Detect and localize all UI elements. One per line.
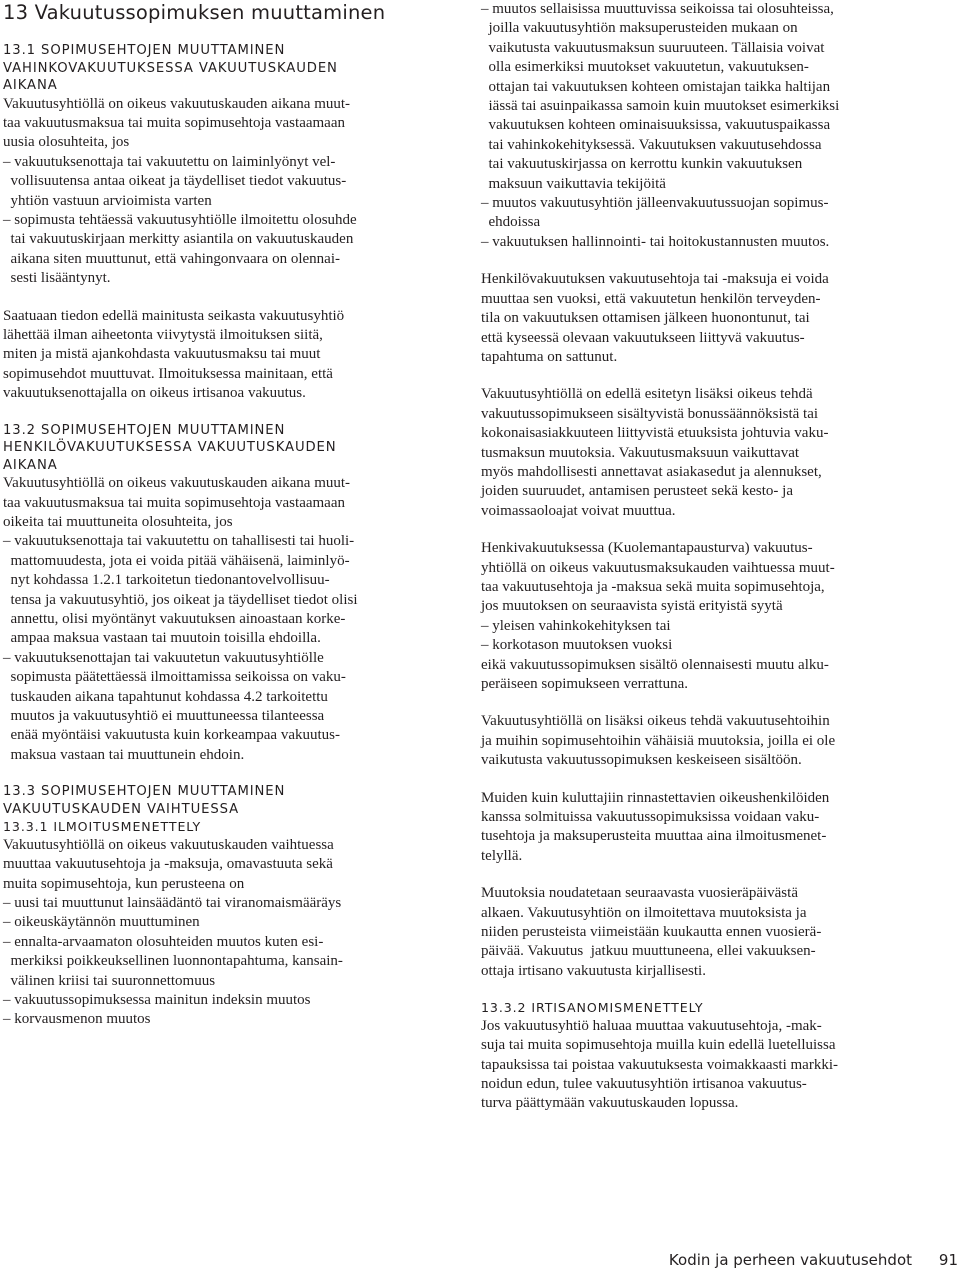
- text-line: Vakuutusyhtiöllä on edellä esitetyn lisäksi oikeus tehdä: [481, 386, 813, 403]
- heading-line: AIKANA: [3, 78, 58, 93]
- text-line: taa vakuutusehtoja ja -maksua sekä muita sopimusehtoja,: [481, 578, 825, 595]
- list-line: mattomuudesta, jota ei voida pitää vähäisenä, laiminlyö-: [3, 552, 350, 569]
- text-line: tusehtoja ja maksuperusteita muuttaa aina ilmoitusmenet-: [481, 828, 827, 845]
- text-line: lähettää ilman aiheetonta viivytystä ilmoituksen siitä,: [3, 326, 323, 343]
- paragraph: [481, 539, 921, 694]
- list-line: – muutos vakuutusyhtiön jälleenvakuutussuojan sopimus-: [481, 195, 829, 212]
- list-line: maksuun vaikuttavia tekijöitä: [481, 175, 666, 192]
- paragraph: [481, 712, 921, 770]
- text-line: muuttaa vakuutusehtoja ja -maksuja, omavastuuta sekä: [3, 856, 333, 873]
- heading-line: VAHINKOVAKUUTUKSESSA VAKUUTUSKAUDEN: [3, 60, 338, 76]
- text-line: Vakuutusyhtiöllä on oikeus vakuutuskauden aikana muut-: [3, 475, 351, 492]
- text-line: miten ja mistä ajankohdasta vakuutusmaksu tai muut: [3, 346, 321, 363]
- list-line: vaikutusta vakuutusmaksun suuruuteen. Tällaisia voivat: [481, 39, 825, 56]
- list-line: yhtiön vastuun arvioimista varten: [3, 192, 212, 209]
- text-line: uusia olosuhteita, jos: [3, 134, 130, 151]
- section-13-1: [3, 42, 443, 404]
- list-line: nyt kohdassa 1.2.1 tarkoitetun tiedonantovelvollisuu-: [3, 572, 330, 589]
- text-line: että kyseessä olevaan vakuutukseen liittyvä vakuutus-: [481, 329, 805, 346]
- text-line: Vakuutusyhtiöllä on oikeus vakuutuskauden aikana muut-: [3, 95, 351, 112]
- subheading-13-3-2: 13.3.2 IRTISANOMISMENETTELY: [481, 1000, 704, 1016]
- text-line: tapahtuma on sattunut.: [481, 348, 618, 365]
- list-line: – yleisen vahinkokehityksen tai: [481, 617, 671, 634]
- chapter-title: 13 Vakuutussopimuksen muuttaminen: [3, 1, 386, 24]
- text-line: vakuutuksenottajalla on oikeus irtisanoa vakuutus.: [3, 385, 306, 402]
- text-line: alkaen. Vakuutusyhtiön on ilmoitettava muutoksista ja: [481, 904, 807, 921]
- text-line: kokonaisasiakkuuteen liittyvistä etuuksista johtuvia vaku-: [481, 425, 829, 442]
- heading-line: 13.2 SOPIMUSEHTOJEN MUUTTAMINEN: [3, 422, 286, 438]
- list-line: tensa ja vakuutusyhtiö, jos oikeat ja täydelliset tiedot olisi: [3, 591, 358, 608]
- list-line: sopimusta päätettäessä ilmoittamissa seikoissa on vaku-: [3, 669, 346, 686]
- list-line: olla esimerkiksi muutokset vakuutetun, vakuutuksen-: [481, 59, 809, 76]
- list-line: tai vakuutuskirjaan merkitty asiantila on vakuutuskauden: [3, 231, 354, 248]
- left-column: [3, 0, 443, 1030]
- text-line: Jos vakuutusyhtiö haluaa muuttaa vakuutusehtoja, -mak-: [481, 1017, 822, 1034]
- list-line: ehdoissa: [481, 214, 541, 231]
- list-line: – uusi tai muuttunut lainsäädäntö tai viranomaismääräys: [3, 894, 342, 911]
- list-line: tai vakuutuskirjassa on kerrottu kunkin vakuutuksen: [481, 156, 803, 173]
- paragraph: [481, 385, 921, 521]
- list-line: – vakuutuksenottajan tai vakuutetun vakuutusyhtiölle: [3, 649, 324, 666]
- text-line: vaikutusta vakuutussopimuksen keskeiseen sisältöön.: [481, 752, 802, 769]
- section-13-2: [3, 422, 443, 766]
- text-line: noidun edun, tulee vakuutusyhtiön irtisanoa vakuutus-: [481, 1076, 807, 1092]
- list-line: ottajan tai vakuutuksen kohteen omistajan taikka haltijan: [481, 78, 831, 95]
- text-line: yhtiöllä on oikeus vakuutusmaksukauden vaihtuessa muut-: [481, 559, 835, 576]
- text-line: taa vakuutusmaksua tai muita sopimusehtoja vastaamaan: [3, 494, 345, 511]
- list-continuation: [481, 0, 921, 252]
- list-line: – ennalta-arvaamaton olosuhteiden muutos kuten esi-: [3, 933, 324, 950]
- list-line: maksua vastaan tai muuttunein ehdoin.: [3, 746, 245, 763]
- list-line: – oikeuskäytännön muuttuminen: [3, 914, 200, 931]
- subheading-13-3-1: 13.3.1 ILMOITUSMENETTELY: [3, 819, 202, 835]
- list-line: – vakuutuksen hallinnointi- tai hoitokustannusten muutos.: [481, 233, 830, 250]
- heading-line: 13.1 SOPIMUSEHTOJEN MUUTTAMINEN: [3, 43, 286, 58]
- list-line: – vakuutussopimuksessa mainitun indeksin muutos: [3, 991, 311, 1008]
- paragraph: [481, 884, 921, 981]
- text-line: tapauksissa tai poistaa vakuutuksesta voimakkaasti markki-: [481, 1056, 838, 1073]
- text-line: voimassaoloajat voivat muuttua.: [481, 502, 676, 519]
- text-line: Vakuutusyhtiöllä on oikeus vakuutuskauden vaihtuessa: [3, 836, 334, 853]
- list-line: vakuutuksen kohteen ominaisuuksissa, vakuutuspaikassa: [481, 117, 831, 134]
- text-line: Henkivakuutuksessa (Kuolemantapausturva) vakuutus-: [481, 540, 813, 557]
- list-line: ampaa maksua vastaan tai muutoin toisilla ehdoilla.: [3, 630, 321, 647]
- text-line: jos muutoksen on seuraavista syistä erityistä syytä: [481, 598, 783, 615]
- text-line: muuttaa sen vuoksi, että vakuutetun henkilön terveyden-: [481, 290, 821, 307]
- heading-line: HENKILÖVAKUUTUKSESSA VAKUUTUSKAUDEN: [3, 440, 337, 456]
- list-line: joilla vakuutusyhtiön maksuperusteiden mukaan on: [481, 20, 798, 37]
- text-line: eikä vakuutussopimuksen sisältö olennaisesti muutu alku-: [481, 656, 829, 673]
- list-line: merkiksi poikkeuksellinen luonnontapahtuma, kansain-: [3, 953, 343, 970]
- right-column: [481, 0, 921, 1114]
- text-line: tila on vakuutuksen ottamisen jälkeen huonontunut, tai: [481, 310, 810, 327]
- text-line: joiden suuruudet, antamisen perusteet sekä kesto- ja: [481, 483, 793, 500]
- text-line: ottaja irtisano vakuutusta kirjallisesti.: [481, 962, 706, 979]
- paragraph: [481, 789, 921, 867]
- section-13-3: [3, 783, 443, 1030]
- text-line: Muutoksia noudatetaan seuraavasta vuosieräpäivästä: [481, 885, 798, 902]
- text-line: kanssa solmituissa vakuutussopimuksissa voidaan vaku-: [481, 809, 820, 826]
- text-line: turva päättymään vakuutuskauden lopussa.: [481, 1095, 739, 1112]
- list-line: – korvausmenon muutos: [3, 1011, 151, 1028]
- list-line: – muutos sellaisissa muuttuvissa seikoissa tai olosuhteissa,: [481, 1, 834, 17]
- text-line: Henkilövakuutuksen vakuutusehtoja tai -maksuja ei voida: [481, 271, 829, 288]
- text-line: Muiden kuin kuluttajiin rinnastettavien oikeushenkilöiden: [481, 789, 830, 806]
- text-line: sopimusehdot muuttuvat. Ilmoituksessa mainitaan, että: [3, 365, 333, 382]
- list-line: tai vahinkokehityksessä. Vakuutuksen vakuutusehdossa: [481, 136, 822, 153]
- list-line: iässä tai asuinpaikassa samoin kuin muutokset esimerkiksi: [481, 98, 840, 115]
- text-line: Saatuaan tiedon edellä mainitusta seikasta vakuutusyhtiö: [3, 307, 345, 324]
- list-line: – vakuutuksenottaja tai vakuutettu on laiminlyönyt vel-: [3, 153, 336, 170]
- page-footer: [0, 1238, 960, 1278]
- list-line: muutos ja vakuutusyhtiö ei muuttuneessa tilanteessa: [3, 707, 325, 724]
- text-line: niiden perusteista viimeistään kuukautta ennen vuosierä-: [481, 924, 822, 941]
- text-line: telyllä.: [481, 847, 523, 864]
- text-line: tusmaksun muutoksia. Vakuutusmaksuun vaikuttavat: [481, 444, 800, 461]
- list-line: tuskauden aikana tapahtunut kohdassa 4.2 tarkoitettu: [3, 688, 328, 705]
- text-line: Vakuutusyhtiöllä on lisäksi oikeus tehdä vakuutusehtoihin: [481, 713, 830, 730]
- text-line: ja muihin sopimusehtoihin vähäisiä muutoksia, joilla ei ole: [481, 732, 836, 749]
- text-line: vakuutussopimukseen sisältyvistä bonussäännöksistä tai: [481, 405, 819, 422]
- list-line: – korkotason muutoksen vuoksi: [481, 637, 673, 654]
- section-13-3-2: [481, 999, 921, 1114]
- heading-line: 13.3 SOPIMUSEHTOJEN MUUTTAMINEN: [3, 784, 286, 800]
- list-line: aikana siten muuttunut, että vahingonvaara on olennai-: [3, 250, 340, 267]
- text-line: oikeita tai muuttuneita olosuhteita, jos: [3, 513, 233, 530]
- text-line: päivää. Vakuutus jatkuu muuttuneena, ellei vakuuksen-: [481, 943, 816, 960]
- text-line: myös mahdollisesti annettavat asiakasedut ja alennukset,: [481, 463, 822, 480]
- list-line: sesti lisääntynyt.: [3, 270, 111, 287]
- list-line: – vakuutuksenottaja tai vakuutettu on tahallisesti tai huoli-: [3, 533, 355, 550]
- page-number: 91: [938, 1251, 958, 1269]
- heading-line: AIKANA: [3, 457, 58, 473]
- list-line: välinen kriisi tai suuronnettomuus: [3, 972, 216, 989]
- text-line: muita sopimusehtoja, kun perusteena on: [3, 875, 245, 892]
- paragraph: [481, 270, 921, 367]
- list-line: annettu, olisi myöntänyt vakuutuksen ainoastaan korke-: [3, 610, 346, 627]
- text-line: taa vakuutusmaksua tai muita sopimusehtoja vastaamaan: [3, 114, 345, 131]
- heading-line: VAKUUTUSKAUDEN VAIHTUESSA: [3, 801, 240, 817]
- text-line: peräiseen sopimukseen verrattuna.: [481, 676, 689, 692]
- text-line: suja tai muita sopimusehtoja muilla kuin edellä luetelluissa: [481, 1037, 836, 1054]
- list-line: – sopimusta tehtäessä vakuutusyhtiölle ilmoitettu olosuhde: [3, 211, 357, 228]
- list-line: vollisuutensa antaa oikeat ja täydelliset tiedot vakuutus-: [3, 173, 347, 190]
- list-line: enää myöntäisi vakuutusta kuin korkeampaa vakuutus-: [3, 727, 340, 744]
- footer-title: Kodin ja perheen vakuutusehdot: [668, 1251, 912, 1269]
